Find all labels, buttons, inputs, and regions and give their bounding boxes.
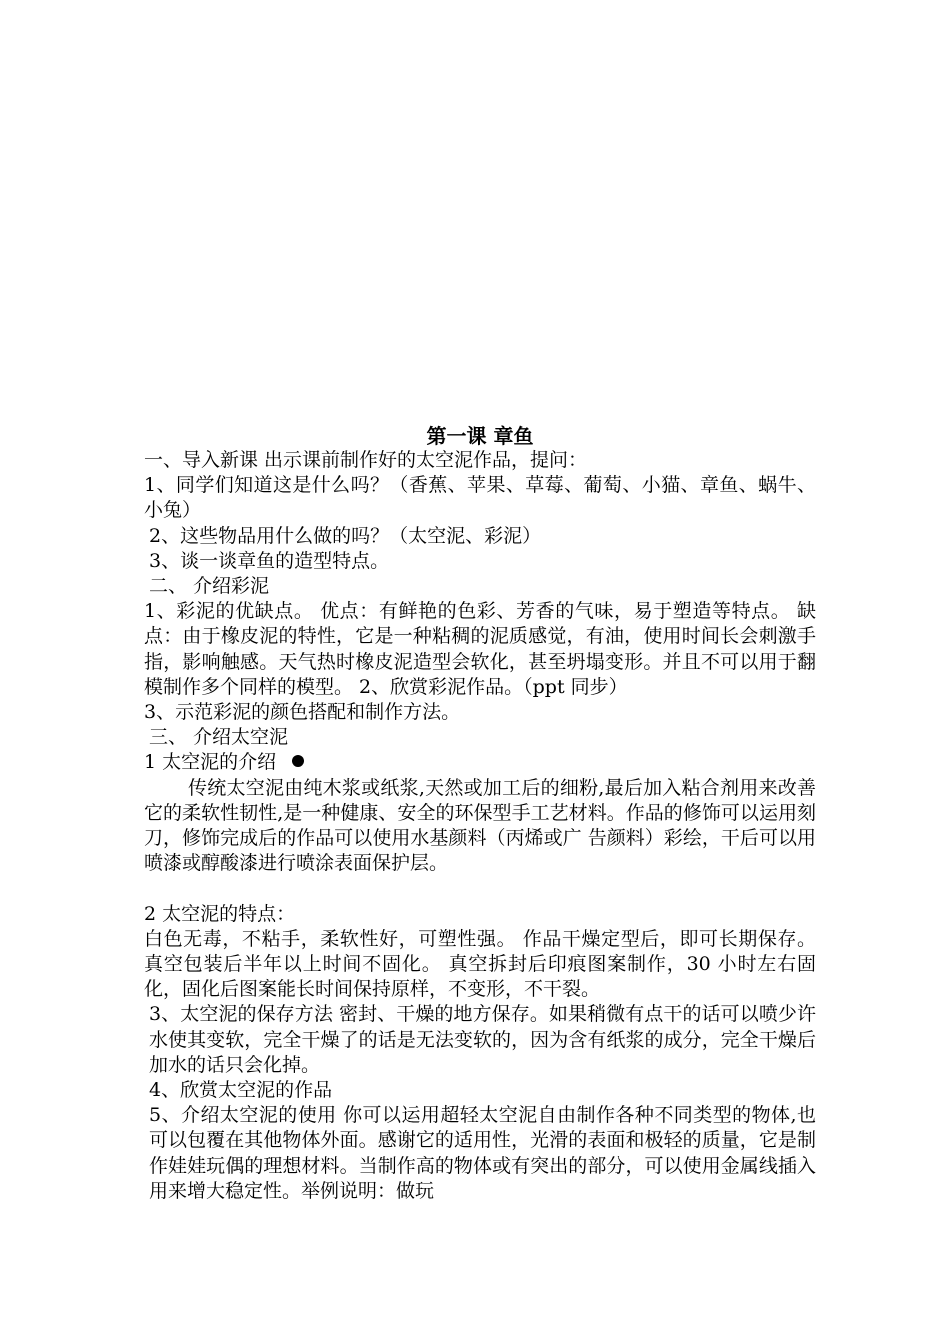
question-1: 1、同学们知道这是什么吗？（香蕉、苹果、草莓、葡萄、小猫、章鱼、蜗牛、小兔） — [144, 474, 816, 522]
space-clay-features-text: 白色无毒，不粘手，柔软性好，可塑性强。 作品干燥定型后，即可长期保存。 真空包装后半年以上时间不固化。 真空拆封后印痕图案制作，30 小时左右固化，固化后图案能长时间保持原样，不变形，不干裂。 — [144, 927, 816, 1001]
space-clay-usage: 5、介绍太空泥的使用 你可以运用超轻太空泥自由制作各种不同类型的物体,也可以包覆在其他物体外面。感谢它的适用性，光滑的表面和极轻的质量，它是制作娃娃玩偶的理想材料。当制作高的物体或有突出的部分，可以使用金属线插入用来增大稳定性。举例说明：做玩 — [149, 1104, 816, 1202]
space-clay-intro-heading — [144, 750, 816, 775]
clay-pros-cons: 1、彩泥的优缺点。 优点：有鲜艳的色彩、芳香的气味，易于塑造等特点。 缺点：由于橡皮泥的特性，它是一种粘稠的泥质感觉，有油，使用时间长会刺激手指，影响触感。天气热时橡皮泥造型会软化，甚至坍塌变形。并且不可以用于翻模制作多个同样的模型。 2、欣赏彩泥作品。（ppt 同步） — [144, 600, 816, 698]
section-3-heading: 三、 介绍太空泥 — [149, 726, 289, 749]
space-clay-appreciation: 4、欣赏太空泥的作品 — [149, 1079, 333, 1102]
lesson-title: 第一课 章鱼 — [426, 424, 534, 448]
bullet-icon — [292, 755, 304, 767]
space-clay-features-heading: 2 太空泥的特点： — [144, 902, 296, 925]
clay-demo: 3、示范彩泥的颜色搭配和制作方法。 — [144, 701, 461, 724]
blank-line — [144, 876, 816, 901]
document-page — [144, 424, 816, 1204]
section-2-heading: 二、 介绍彩泥 — [149, 575, 270, 598]
space-clay-storage: 3、太空泥的保存方法 密封、干燥的地方保存。如果稍微有点干的话可以喷少许水使其变软，完全干燥了的话是无法变软的，因为含有纸浆的成分，完全干燥后加水的话只会化掉。 — [149, 1003, 816, 1076]
question-3: 3、谈一谈章鱼的造型特点。 — [149, 549, 390, 572]
section-1-heading: 一、导入新课 出示课前制作好的太空泥作品，提问： — [144, 449, 588, 471]
space-clay-intro-label: 1 太空泥的介绍 — [144, 751, 277, 774]
question-2: 2、这些物品用什么做的吗？（太空泥、彩泥） — [149, 524, 542, 547]
space-clay-intro-text: 传统太空泥由纯木浆或纸浆,天然或加工后的细粉,最后加入粘合剂用来改善它的柔软性韧性,是一种健康、安全的环保型手工艺材料。作品的修饰可以运用刻刀，修饰完成后的作品可以使用水基颜料（丙烯或广 告颜料）彩绘，干后可以用喷漆或醇酸漆进行喷涂表面保护层。 — [144, 776, 816, 875]
